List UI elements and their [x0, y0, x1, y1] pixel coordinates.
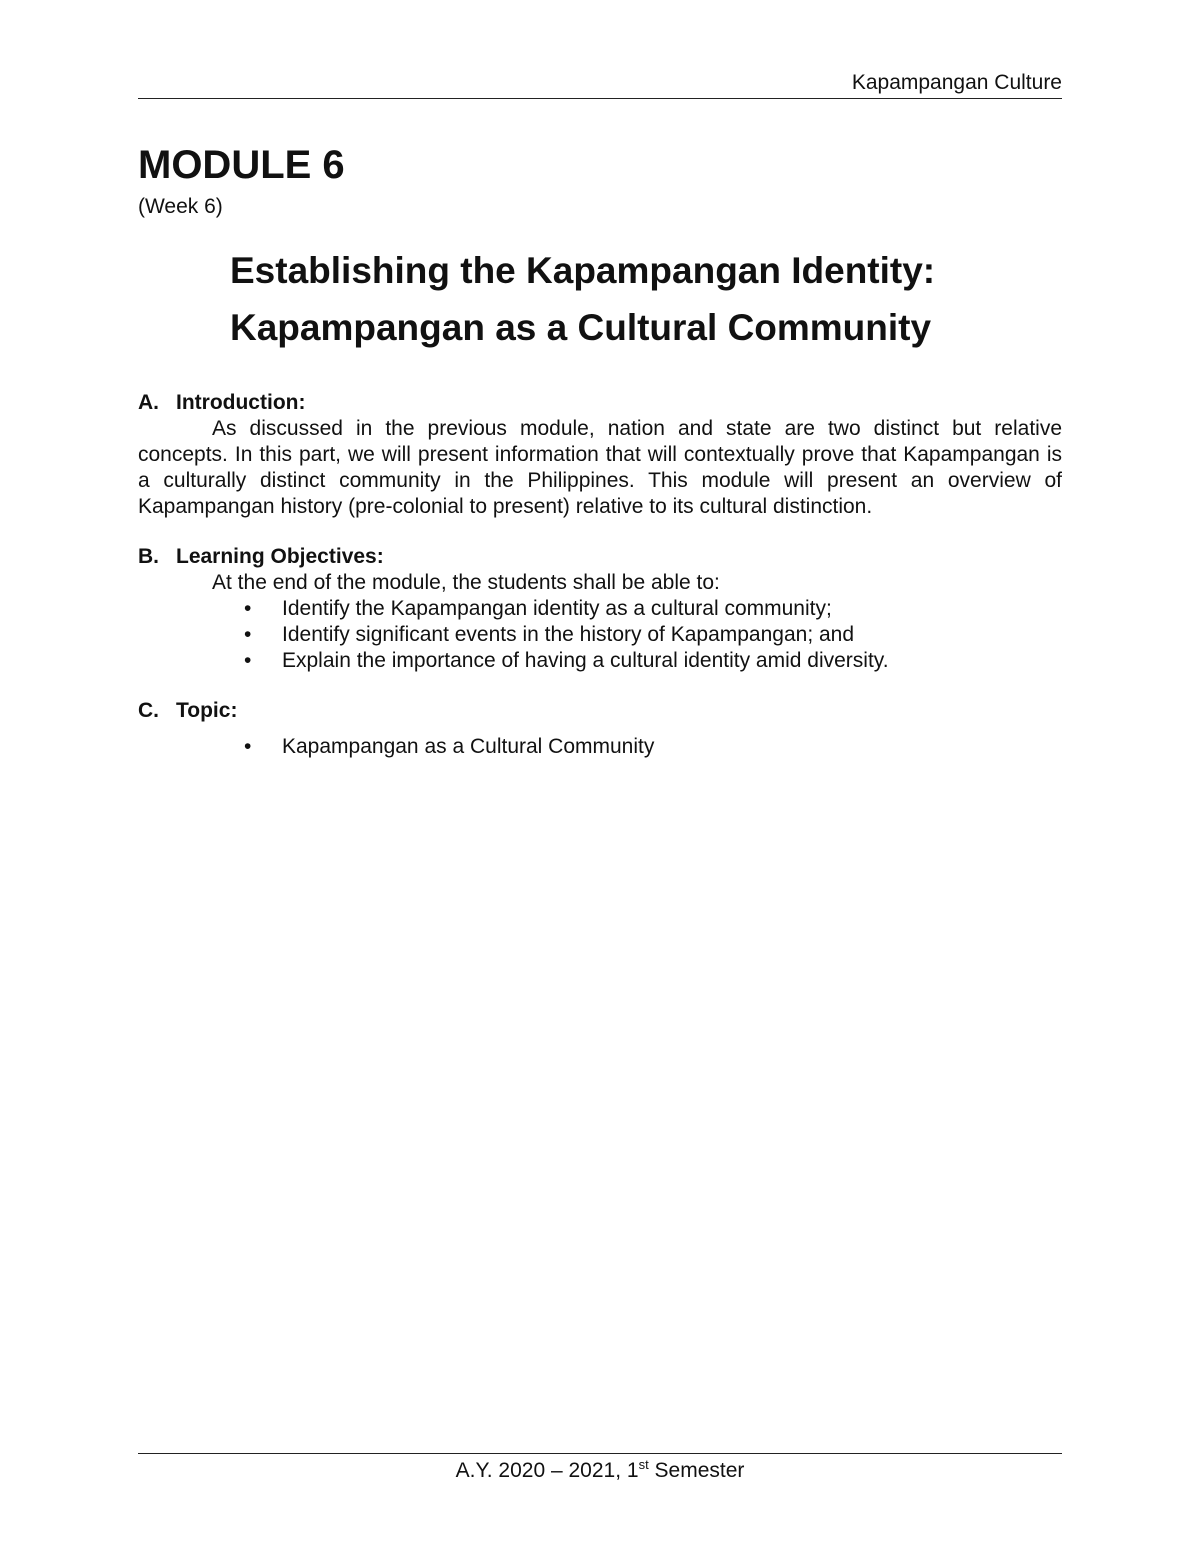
list-item: [238, 596, 1062, 622]
section-introduction-heading: [138, 390, 1062, 416]
list-item: [238, 734, 1062, 760]
page-header: [138, 70, 1062, 99]
section-letter: A.: [138, 391, 159, 414]
bullet-icon: •: [244, 649, 252, 672]
main-title: [138, 242, 1062, 356]
section-introduction: [138, 390, 1062, 520]
footer-text-before: A.Y. 2020 – 2021, 1: [455, 1459, 639, 1482]
module-week: (Week 6): [138, 195, 223, 218]
footer-text-after: Semester: [648, 1459, 745, 1482]
section-heading-text: Introduction:: [176, 391, 306, 414]
section-topic: [138, 698, 1062, 760]
bullet-icon: •: [244, 623, 252, 646]
bullet-icon: •: [244, 597, 252, 620]
introduction-paragraph: As discussed in the previous module, nation and state are two distinct but relative concepts. In this part, we will present information that will contextually prove that Kapampangan is a culturally distinct community in the Philippines. This module will present an overview of Kapampangan history (pre-colonial to present) relative to its cultural distinction.: [138, 417, 1062, 518]
main-title-line-2: Kapampangan as a Cultural Community: [230, 307, 932, 348]
section-topic-heading: [138, 698, 1062, 724]
list-item-text: Identify the Kapampangan identity as a cultural community;: [282, 597, 832, 620]
page-footer: [138, 1453, 1062, 1484]
objectives-lead: At the end of the module, the students shall be able to:: [212, 571, 720, 594]
topic-list: [138, 734, 1062, 760]
module-title: MODULE 6: [138, 143, 345, 187]
objectives-list: [138, 596, 1062, 674]
section-heading-text: Topic:: [176, 699, 238, 722]
section-heading-text: Learning Objectives:: [176, 545, 384, 568]
footer-superscript: st: [638, 1457, 649, 1472]
section-letter: C.: [138, 699, 159, 722]
list-item-text: Explain the importance of having a cultural identity amid diversity.: [282, 649, 889, 672]
main-title-line-1: Establishing the Kapampangan Identity:: [230, 250, 936, 291]
list-item-text: Kapampangan as a Cultural Community: [282, 735, 655, 758]
bullet-icon: •: [244, 735, 252, 758]
list-item-text: Identify significant events in the history of Kapampangan; and: [282, 623, 855, 646]
list-item: [238, 648, 1062, 674]
section-letter: B.: [138, 545, 159, 568]
header-title: Kapampangan Culture: [851, 71, 1062, 94]
section-learning-objectives: [138, 544, 1062, 674]
section-objectives-heading: [138, 544, 1062, 570]
page-content: [138, 140, 1062, 760]
list-item: [238, 622, 1062, 648]
